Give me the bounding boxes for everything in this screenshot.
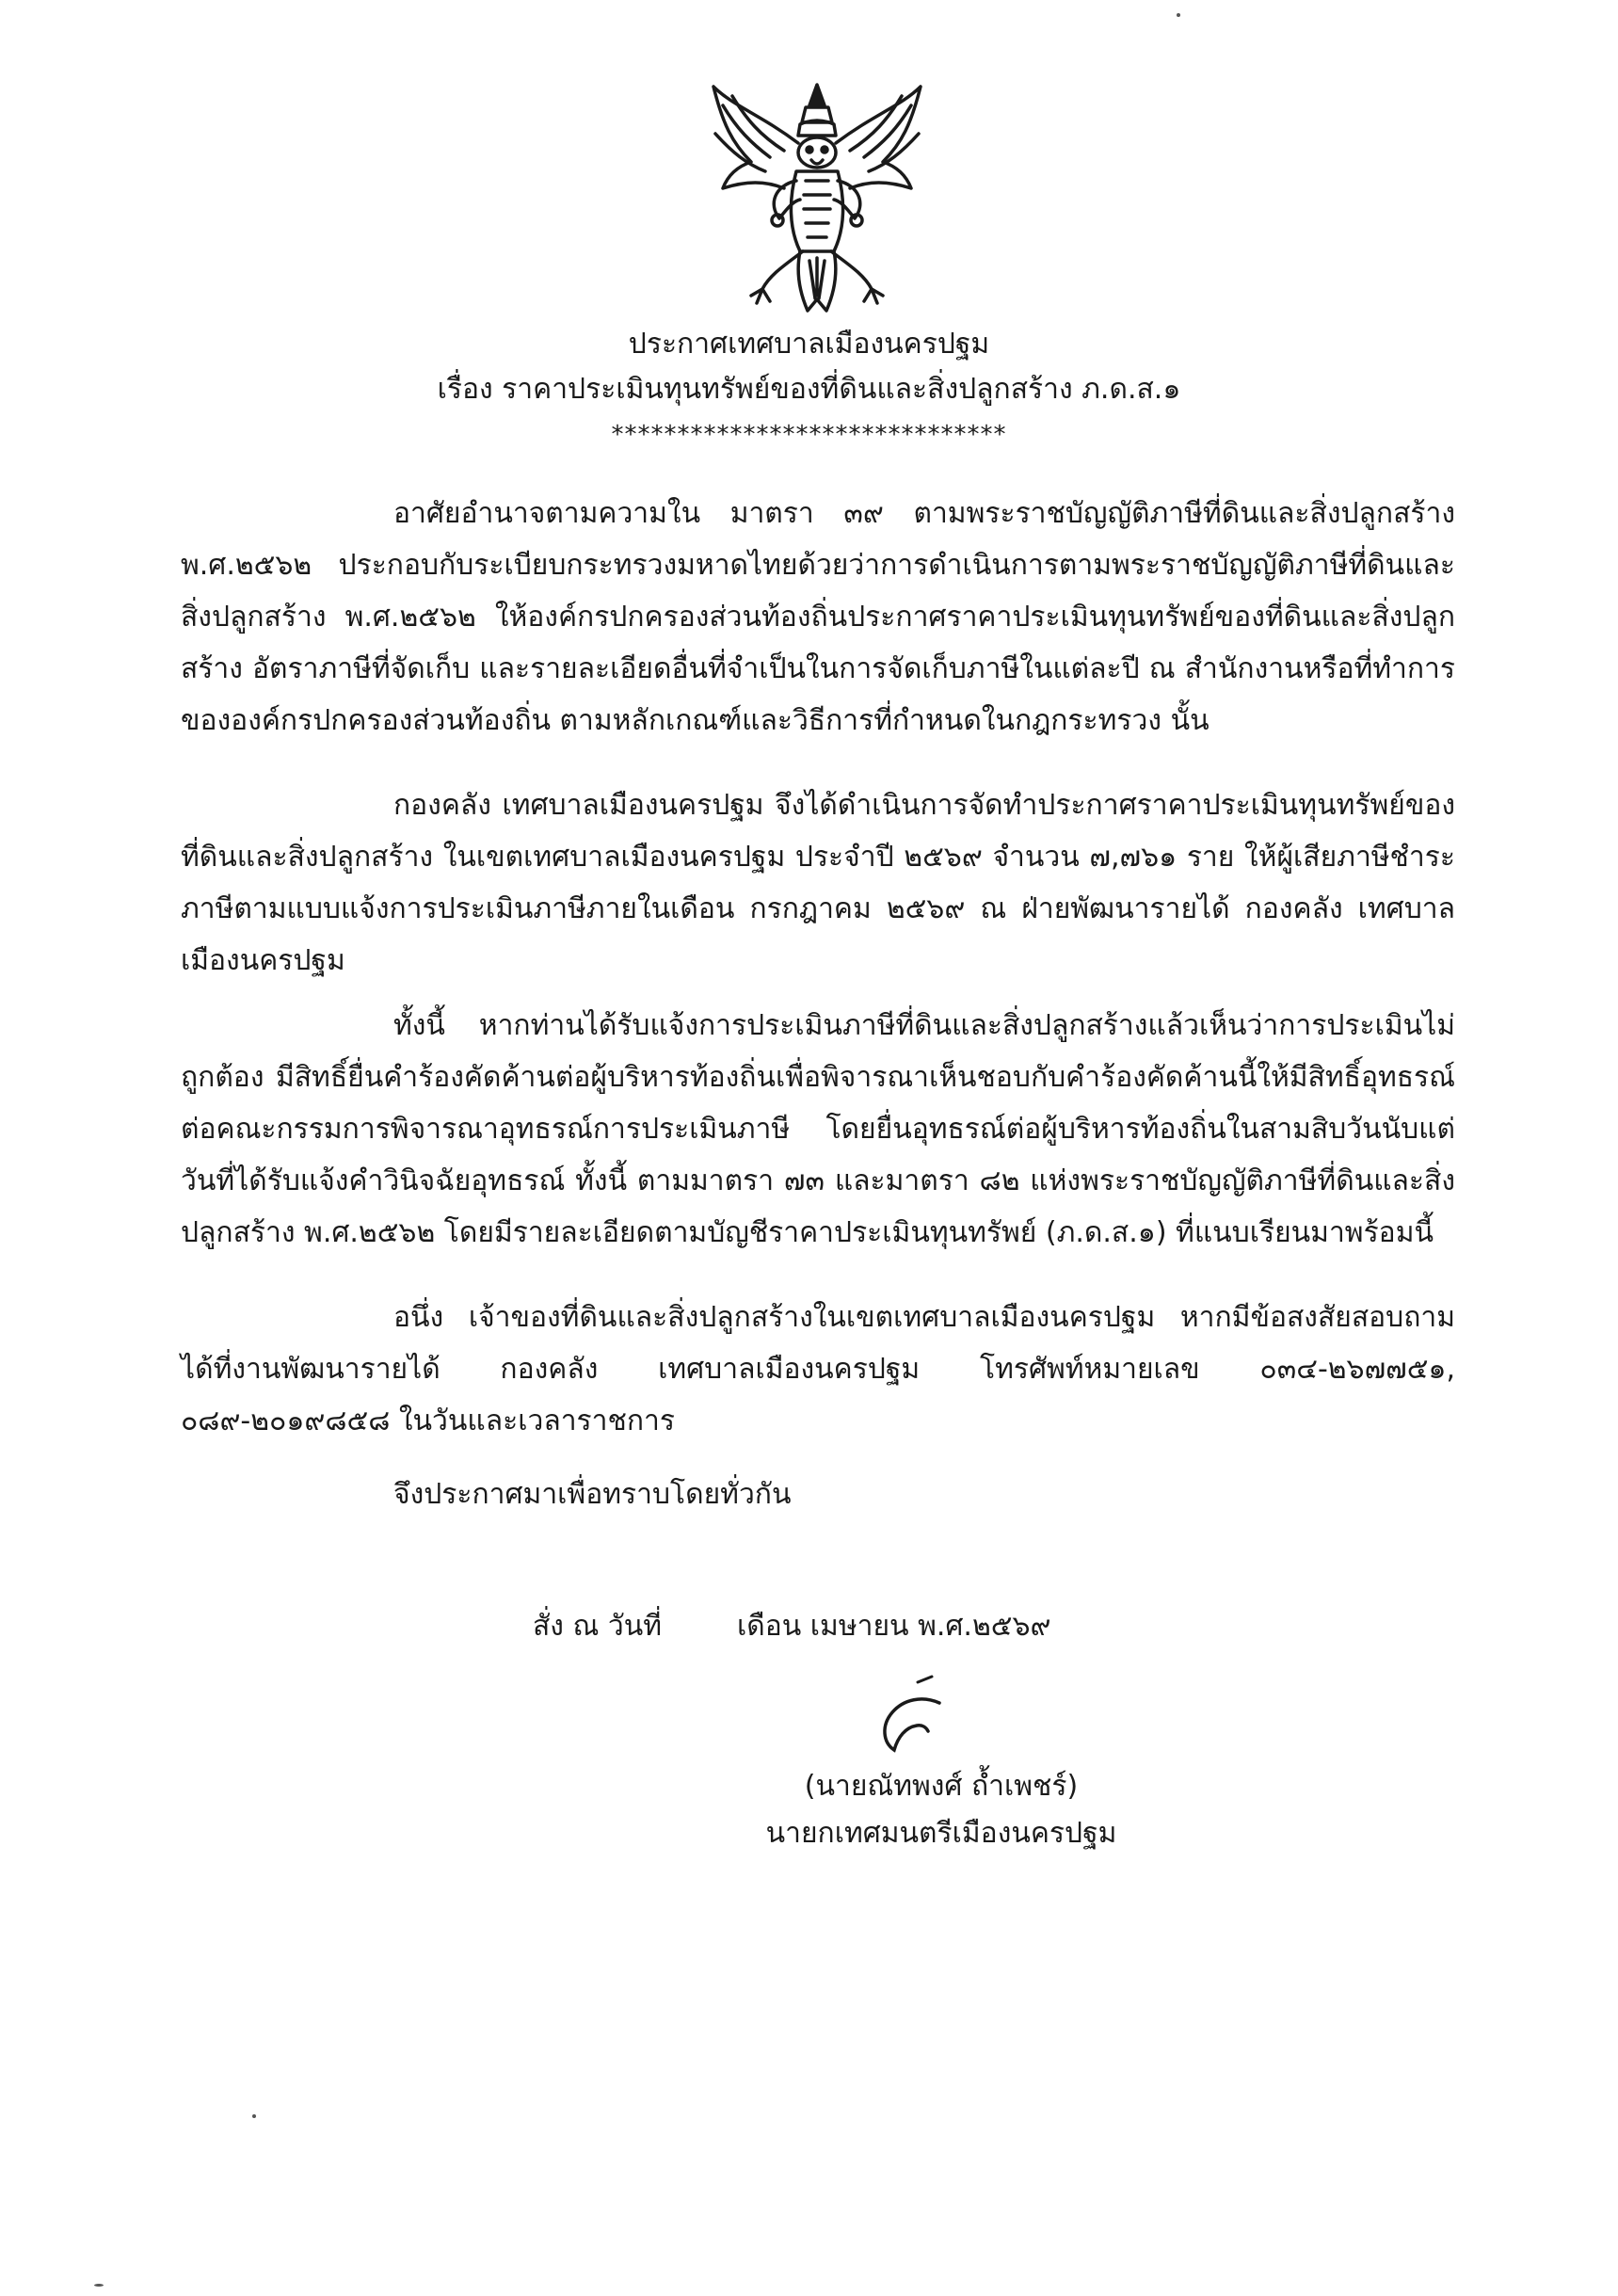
scan-speck	[1177, 13, 1180, 17]
body-paragraph-4: อนึ่ง เจ้าของที่ดินและสิ่งปลูกสร้างในเขตเทศบาลเมืองนครปฐม หากมีข้อสงสัยสอบถามได้ที่งานพัฒนารายได้ กองคลัง เทศบาลเมืองนครปฐม โทรศัพท์หมายเลข ๐๓๔-๒๖๗๗๕๑, ๐๘๙-๒๐๑๙๘๕๘ ในวันและเวลาราชการ	[181, 1301, 1455, 1437]
signatory-position: นายกเทศมนตรีเมืองนครปฐม	[765, 1817, 1117, 1850]
body-paragraph-3: ทั้งนี้ หากท่านได้รับแจ้งการประเมินภาษีที่ดินและสิ่งปลูกสร้างแล้วเห็นว่าการประเมินไม่ถูกต้อง มีสิทธิ์ยื่นคำร้องคัดค้านต่อผู้บริหารท้องถิ่นเพื่อพิจารณาเห็นชอบกับคำร้องคัดค้านนี้ให้มีสิทธิ์อุทธรณ์ต่อคณะกรรมการพิจารณาอุทธรณ์การประเมินภาษี โดยยื่นอุทธรณ์ต่อผู้บริหารท้องถิ่นในสามสิบวันนับแต่วันที่ได้รับแจ้งคำวินิจฉัยอุทธรณ์ ทั้งนี้ ตามมาตรา ๗๓ และมาตรา ๘๒ แห่งพระราชบัญญัติภาษีที่ดินและสิ่งปลูกสร้าง พ.ศ.๒๕๖๒ โดยมีรายละเอียดตามบัญชีราคาประเมินทุนทรัพย์ (ภ.ด.ส.๑) ที่แนบเรียนมาพร้อมนี้	[181, 1009, 1455, 1249]
heading-divider: ******************************	[611, 421, 1007, 449]
garuda-emblem-icon	[695, 77, 939, 322]
announcement-title: ประกาศเทศบาลเมืองนครปฐม	[628, 328, 990, 361]
scan-speck	[252, 2114, 256, 2118]
closing-statement: จึงประกาศมาเพื่อทราบโดยทั่วกัน	[393, 1478, 792, 1511]
announcement-subject: เรื่อง ราคาประเมินทุนทรัพย์ของที่ดินและสิ่งปลูกสร้าง ภ.ด.ส.๑	[437, 373, 1181, 406]
dateline-given-at: สั่ง ณ วันที่	[533, 1610, 662, 1643]
dateline	[533, 1608, 1050, 1646]
handwritten-signature-icon	[866, 1671, 969, 1765]
signatory-name: (นายณัทพงศ์ ถ้ำเพชร์)	[804, 1770, 1079, 1803]
body-paragraph-1: อาศัยอำนาจตามความใน มาตรา ๓๙ ตามพระราชบัญญัติภาษีที่ดินและสิ่งปลูกสร้าง พ.ศ.๒๕๖๒ ประกอบกับระเบียบกระทรวงมหาดไทยด้วยว่าการดำเนินการตามพระราชบัญญัติภาษีที่ดินและสิ่งปลูกสร้าง พ.ศ.๒๕๖๒ ให้องค์กรปกครองส่วนท้องถิ่นประกาศราคาประเมินทุนทรัพย์ของที่ดินและสิ่งปลูกสร้าง อัตราภาษีที่จัดเก็บ และรายละเอียดอื่นที่จำเป็นในการจัดเก็บภาษีในแต่ละปี ณ สำนักงานหรือที่ทำการขององค์กรปกครองส่วนท้องถิ่น ตามหลักเกณฑ์และวิธีการที่กำหนดในกฎกระทรวง นั้น	[181, 497, 1455, 737]
dateline-month-year: เดือน เมษายน พ.ศ.๒๕๖๙	[737, 1610, 1051, 1643]
body-paragraph-2: กองคลัง เทศบาลเมืองนครปฐม จึงได้ดำเนินการจัดทำประกาศราคาประเมินทุนทรัพย์ของที่ดินและสิ่งปลูกสร้าง ในเขตเทศบาลเมืองนครปฐม ประจำปี ๒๕๖๙ จำนวน ๗,๗๖๑ ราย ให้ผู้เสียภาษีชำระภาษีตามแบบแจ้งการประเมินภาษีภายในเดือน กรกฎาคม ๒๕๖๙ ณ ฝ่ายพัฒนารายได้ กองคลัง เทศบาลเมืองนครปฐม	[181, 789, 1455, 977]
scan-speck	[94, 2284, 104, 2287]
